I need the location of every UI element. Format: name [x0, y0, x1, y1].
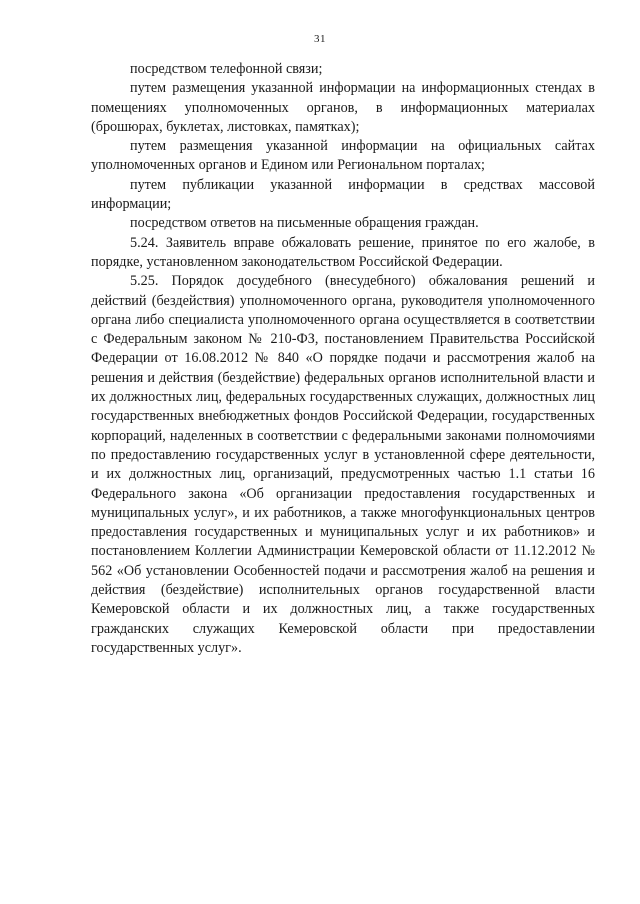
paragraph-info-stands: путем размещения указанной информации на информационных стендах в помещениях уполномоченных органов, в информационных материалах (брошюрах, буклетах, листовках, памятках); — [91, 80, 595, 135]
document-body — [91, 60, 595, 658]
paragraph-telephone: посредством телефонной связи; — [130, 61, 323, 77]
page-number: 31 — [314, 33, 326, 45]
paragraph-5-24: 5.24. Заявитель вправе обжаловать решение, принятое по его жалобе, в порядке, установленном законодательством Российской Федерации. — [91, 234, 595, 270]
paragraph-written-answers: посредством ответов на письменные обращения граждан. — [130, 215, 479, 232]
paragraph-official-sites: путем размещения указанной информации на официальных сайтах уполномоченных органов и Едином или Региональном порталах; — [91, 138, 595, 174]
paragraph-5-25: 5.25. Порядок досудебного (внесудебного) обжалования решений и действий (бездействия) уполномоченного органа, руководителя уполномоченного органа либо специалиста уполномоченного органа осуществляется в соответствии с Федеральным законом № 210-ФЗ, постановлением Правительства Российской Федерации от 16.08.2012 № 840 «О порядке подачи и рассмотрения жалоб на решения и действия (бездействие) федеральных органов исполнительной власти и их должностных лиц, федеральных государственных служащих, должностных лиц государственных внебюджетных фондов Российской Федерации, государственных корпораций, наделенных в соответствии с федеральными законами полномочиями по предоставлению государственных услуг в установленной сфере деятельности, и их должностных лиц, организаций, предусмотренных частью 1.1 статьи 16 Федерального закона «Об организации предоставления государственных и муниципальных услуг», и их работников, а также многофункциональных центров предоставления государственных и муниципальных услуг и их работников» и постановлением Коллегии Администрации Кемеровской области от 11.12.2012 № 562 «Об установлении Особенностей подачи и рассмотрения жалоб на решения и действия (бездействие) исполнительных органов государственной власти Кемеровской области и их должностных лиц, а также государственных гражданских служащих Кемеровской области при предоставлении государственных услуг». — [91, 273, 595, 656]
paragraph-mass-media: путем публикации указанной информации в средствах массовой информации; — [91, 176, 595, 213]
